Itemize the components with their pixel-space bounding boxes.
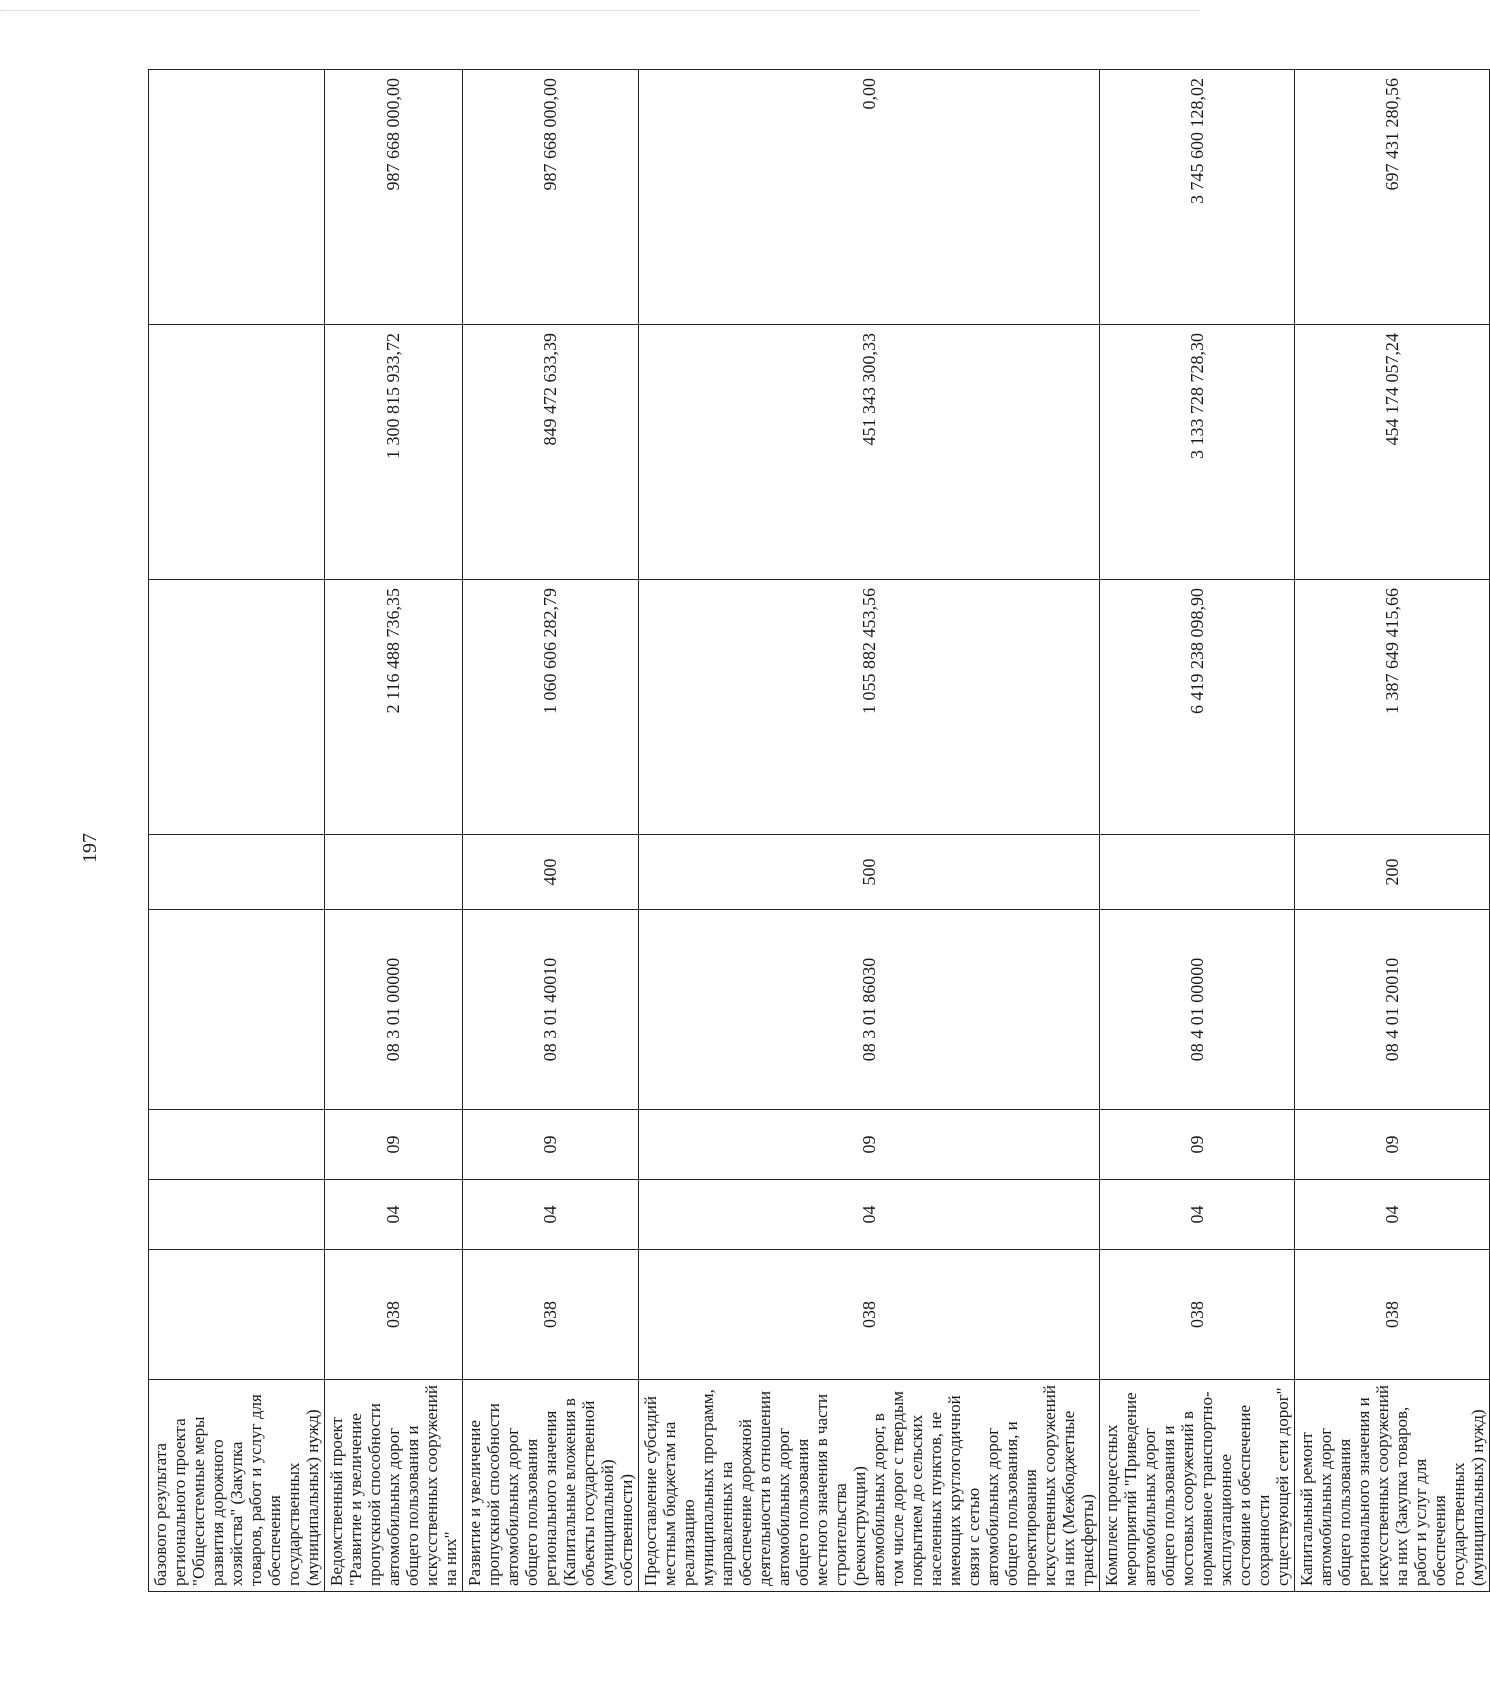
target-article-code: 08 4 01 00000 [1100,910,1295,1110]
amount-year-2: 451 343 300,33 [639,325,1100,580]
section-code: 04 [1100,1180,1295,1250]
subsection-code [149,1110,325,1180]
grbs-code: 038 [639,1250,1100,1380]
amount-year-2: 849 472 633,39 [463,325,639,580]
target-article-code: 08 3 01 86030 [639,910,1100,1110]
subsection-code: 09 [325,1110,463,1180]
target-article-code: 08 3 01 00000 [325,910,463,1110]
amount-year-3: 987 668 000,00 [325,70,463,325]
target-article-code: 08 4 01 20010 [1295,910,1490,1110]
row-description: базового результата регионального проекта "Общесистемные меры развития дорожного хозяйства" (Закупка товаров, работ и услуг для обеспечения государственных (муниципальных) нужд) [149,1380,325,1592]
amount-year-2: 1 300 815 933,72 [325,325,463,580]
expense-type-code: 200 [1295,835,1490,910]
grbs-code [149,1250,325,1380]
rotated-table-container [148,70,1487,1592]
amount-year-2: 3 133 728 728,30 [1100,325,1295,580]
scan-edge-line [0,10,1200,11]
amount-year-1: 1 387 649 415,66 [1295,580,1490,835]
amount-year-3: 0,00 [639,70,1100,325]
subsection-code: 09 [639,1110,1100,1180]
table-row [463,70,639,1592]
amount-year-3: 3 745 600 128,02 [1100,70,1295,325]
subsection-code: 09 [463,1110,639,1180]
grbs-code: 038 [1100,1250,1295,1380]
row-description: Капитальный ремонт автомобильных дорог общего пользования регионального значения и искусственных сооружений на них (Закупка товаров, работ и услуг для обеспечения государственных (муниципальных) нужд) [1295,1380,1490,1592]
table-row [639,70,1100,1592]
expense-type-code [149,835,325,910]
expense-type-code: 500 [639,835,1100,910]
page-number: 197 [79,833,101,863]
amount-year-3: 987 668 000,00 [463,70,639,325]
amount-year-2 [149,325,325,580]
amount-year-1: 6 419 238 098,90 [1100,580,1295,835]
section-code: 04 [639,1180,1100,1250]
row-description: Ведомственный проект "Развитие и увеличение пропускной способности автомобильных дорог общего пользования и искусственных сооружений на них" [325,1380,463,1592]
table-row [1100,70,1295,1592]
amount-year-3: 697 431 280,56 [1295,70,1490,325]
section-code [149,1180,325,1250]
grbs-code: 038 [463,1250,639,1380]
subsection-code: 09 [1295,1110,1490,1180]
amount-year-1: 2 116 488 736,35 [325,580,463,835]
expense-type-code [325,835,463,910]
amount-year-1: 1 055 882 453,56 [639,580,1100,835]
amount-year-3 [149,70,325,325]
target-article-code: 08 3 01 40010 [463,910,639,1110]
subsection-code: 09 [1100,1110,1295,1180]
target-article-code [149,910,325,1110]
table-row [149,70,325,1592]
amount-year-1 [149,580,325,835]
row-description: Комплекс процессных мероприятий "Приведение автомобильных дорог общего пользования и мостовых сооружений в нормативное транспортно-эксплуатационное состояние и обеспечение сохранности существующей сети дорог" [1100,1380,1295,1592]
budget-table [148,69,1490,1592]
table-row [325,70,463,1592]
amount-year-1: 1 060 606 282,79 [463,580,639,835]
table-row [1295,70,1490,1592]
row-description: Развитие и увеличение пропускной способности автомобильных дорог общего пользования регионального значения (Капитальные вложения в объекты государственной (муниципальной) собственности) [463,1380,639,1592]
row-description: Предоставление субсидий местным бюджетам на реализацию муниципальных программ, направленных на обеспечение дорожной деятельности в отношении автомобильных дорог общего пользования местного значения в части строительства (реконструкции) автомобильных дорог, в том числе дорог с твердым покрытием до сельских населенных пунктов, не имеющих круглогодичной связи с сетью автомобильных дорог общего пользования, и проектирования искусственных сооружений на них (Межбюджетные трансферты) [639,1380,1100,1592]
grbs-code: 038 [1295,1250,1490,1380]
grbs-code: 038 [325,1250,463,1380]
expense-type-code: 400 [463,835,639,910]
section-code: 04 [463,1180,639,1250]
section-code: 04 [325,1180,463,1250]
expense-type-code [1100,835,1295,910]
section-code: 04 [1295,1180,1490,1250]
amount-year-2: 454 174 057,24 [1295,325,1490,580]
